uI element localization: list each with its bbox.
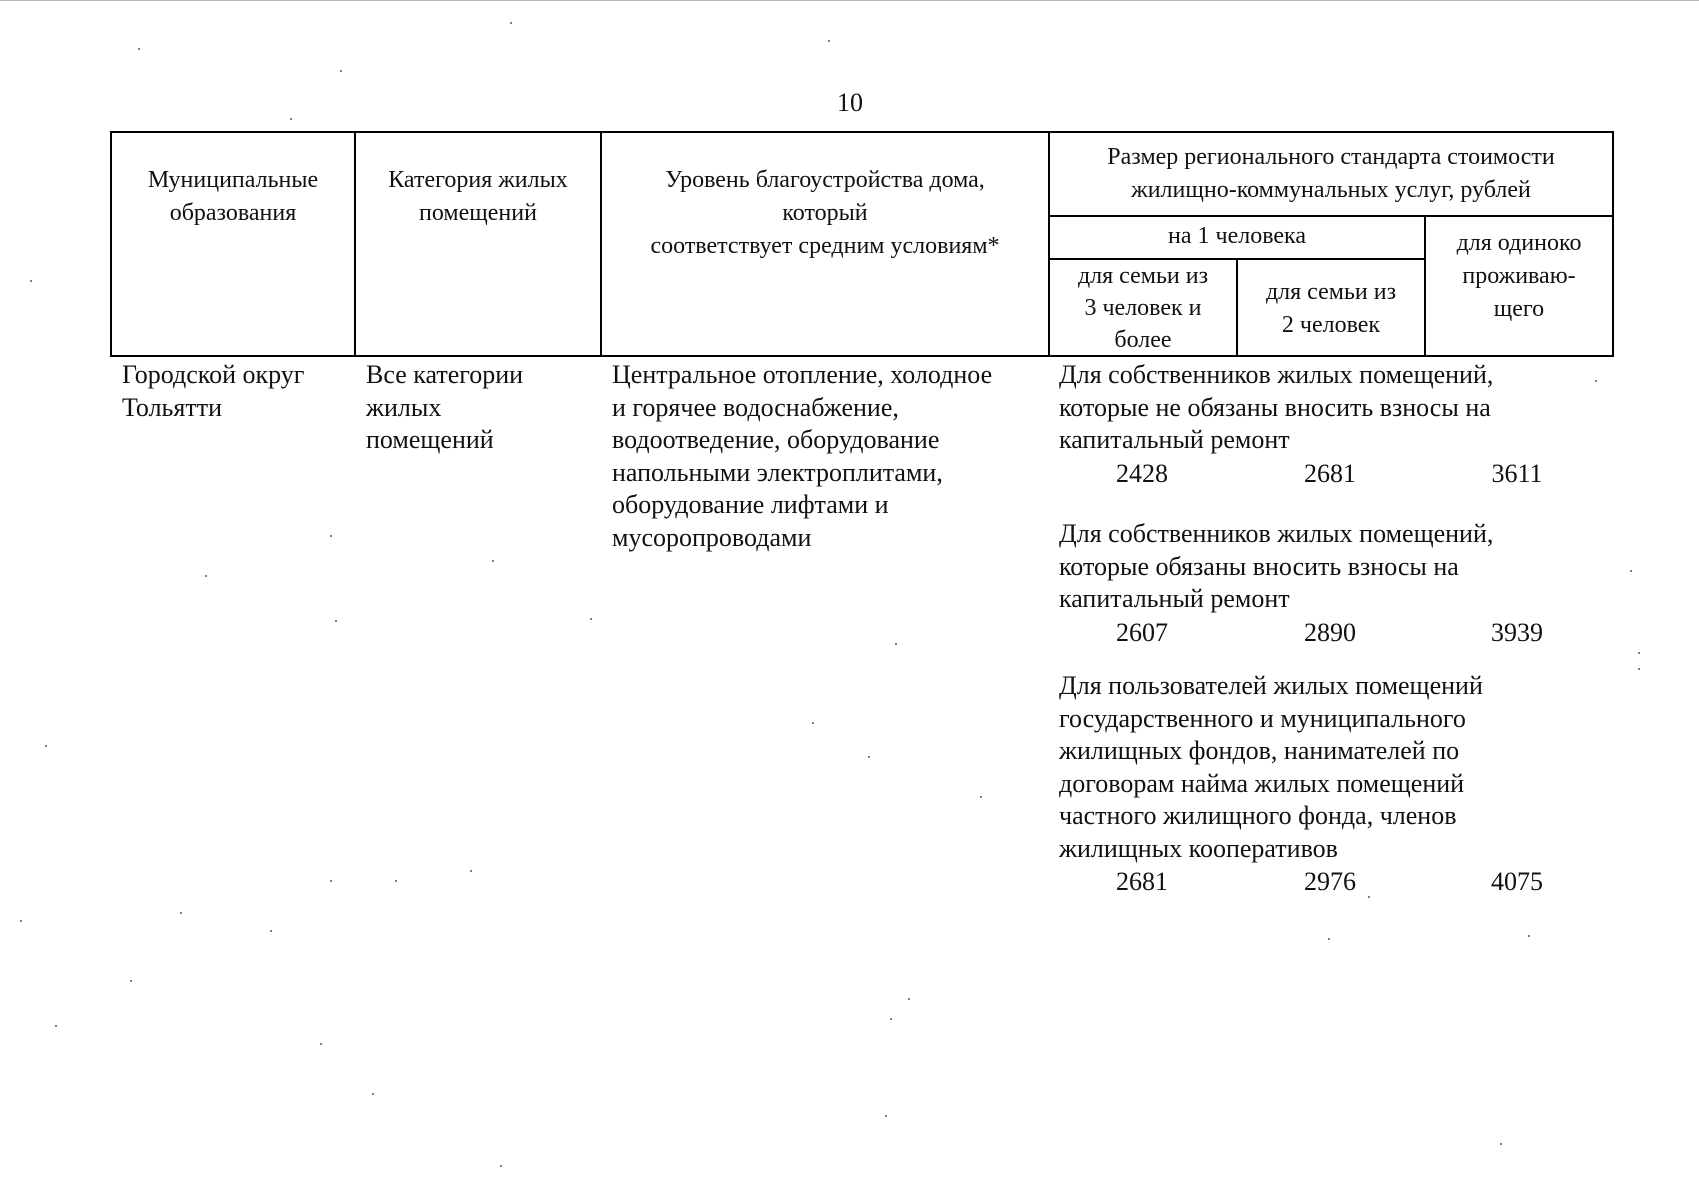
table-border-top	[110, 131, 1614, 133]
scan-speck	[1368, 896, 1370, 898]
price-condition: Для пользователей жилых помещений государственного и муниципального жилищных фондов, нанимателей по договорам найма жилых помещений частного жилищного фонда, членов жилищных кооперативов	[1059, 671, 1483, 863]
scan-speck	[205, 575, 207, 577]
scan-speck	[500, 1165, 502, 1167]
cell-municipality: Городской округ Тольятти	[122, 360, 305, 422]
page-number: 10	[837, 88, 863, 117]
scan-speck	[1328, 938, 1330, 940]
value-single: 3939	[1491, 617, 1543, 647]
scan-speck	[55, 1025, 57, 1027]
scan-speck	[320, 1043, 322, 1045]
header-category: Категория жилых помещений	[388, 167, 568, 226]
scan-speck	[1500, 1143, 1502, 1145]
header-standard-size: Размер регионального стандарта стоимости жилищно-коммунальных услуг, рублей	[1107, 144, 1555, 203]
scan-top-edge	[0, 0, 1699, 1]
scan-speck	[868, 756, 870, 758]
scan-speck	[138, 48, 140, 50]
scan-speck	[885, 1115, 887, 1117]
table-border-bottom	[110, 355, 1614, 357]
scan-speck	[510, 22, 512, 24]
table-border-right	[1612, 131, 1614, 357]
scan-speck	[590, 618, 592, 620]
scan-speck	[30, 280, 32, 282]
price-group	[1059, 359, 1619, 491]
value-family-2: 2976	[1304, 867, 1356, 896]
price-condition: Для собственников жилых помещений, которые не обязаны вносить взносы на капитальный ремонт	[1059, 360, 1494, 454]
header-per-person: на 1 человека	[1168, 223, 1306, 249]
scan-speck	[1638, 668, 1640, 670]
scan-speck	[180, 912, 182, 914]
header-single: для одиноко проживаю- щего	[1456, 230, 1582, 322]
price-values	[1059, 457, 1619, 491]
scan-speck	[20, 920, 22, 922]
scan-speck	[895, 643, 897, 645]
price-condition: Для собственников жилых помещений, которые обязаны вносить взносы на капитальный ремонт	[1059, 519, 1494, 613]
scan-speck	[908, 998, 910, 1000]
header-comfort-level: Уровень благоустройства дома, который соответствует средним условиям*	[650, 167, 1000, 259]
price-values	[1059, 865, 1619, 899]
value-family-2: 2890	[1304, 617, 1356, 647]
value-single: 3611	[1491, 458, 1543, 488]
header-family-3: для семьи из 3 человек и более	[1077, 263, 1209, 353]
value-family-3: 2681	[1116, 867, 1168, 896]
scan-speck	[330, 880, 332, 882]
scan-speck	[492, 560, 494, 562]
scan-speck	[1528, 935, 1530, 937]
table-header	[110, 131, 1614, 357]
value-family-2: 2681	[1304, 458, 1356, 488]
scan-speck	[1630, 570, 1632, 572]
scan-speck	[270, 930, 272, 932]
value-single: 4075	[1491, 867, 1543, 896]
scan-speck	[130, 980, 132, 982]
price-values	[1059, 616, 1619, 650]
scan-speck	[340, 70, 342, 72]
price-group	[1059, 670, 1619, 899]
scan-speck	[812, 722, 814, 724]
cell-category: Все категории жилых помещений	[366, 360, 524, 454]
header-row-divider	[1048, 215, 1614, 217]
scan-speck	[1595, 380, 1597, 382]
value-family-3: 2428	[1116, 458, 1168, 488]
scan-speck	[290, 118, 292, 120]
scan-speck	[890, 1018, 892, 1020]
header-municipality: Муниципальные образования	[147, 167, 319, 226]
cell-comfort-level: Центральное отопление, холодное и горячее водоснабжение, водоотведение, оборудование напольными электроплитами, оборудование лифтами и мусоропроводами	[612, 360, 993, 552]
scan-speck	[395, 880, 397, 882]
scan-speck	[330, 535, 332, 537]
header-family-2: для семьи из 2 человек	[1265, 279, 1397, 338]
scan-speck	[45, 745, 47, 747]
scan-speck	[828, 40, 830, 42]
scan-speck	[980, 796, 982, 798]
price-group	[1059, 518, 1619, 650]
value-family-3: 2607	[1116, 617, 1168, 647]
scan-speck	[470, 870, 472, 872]
scan-speck	[1638, 652, 1640, 654]
scan-speck	[372, 1093, 374, 1095]
scan-speck	[335, 620, 337, 622]
